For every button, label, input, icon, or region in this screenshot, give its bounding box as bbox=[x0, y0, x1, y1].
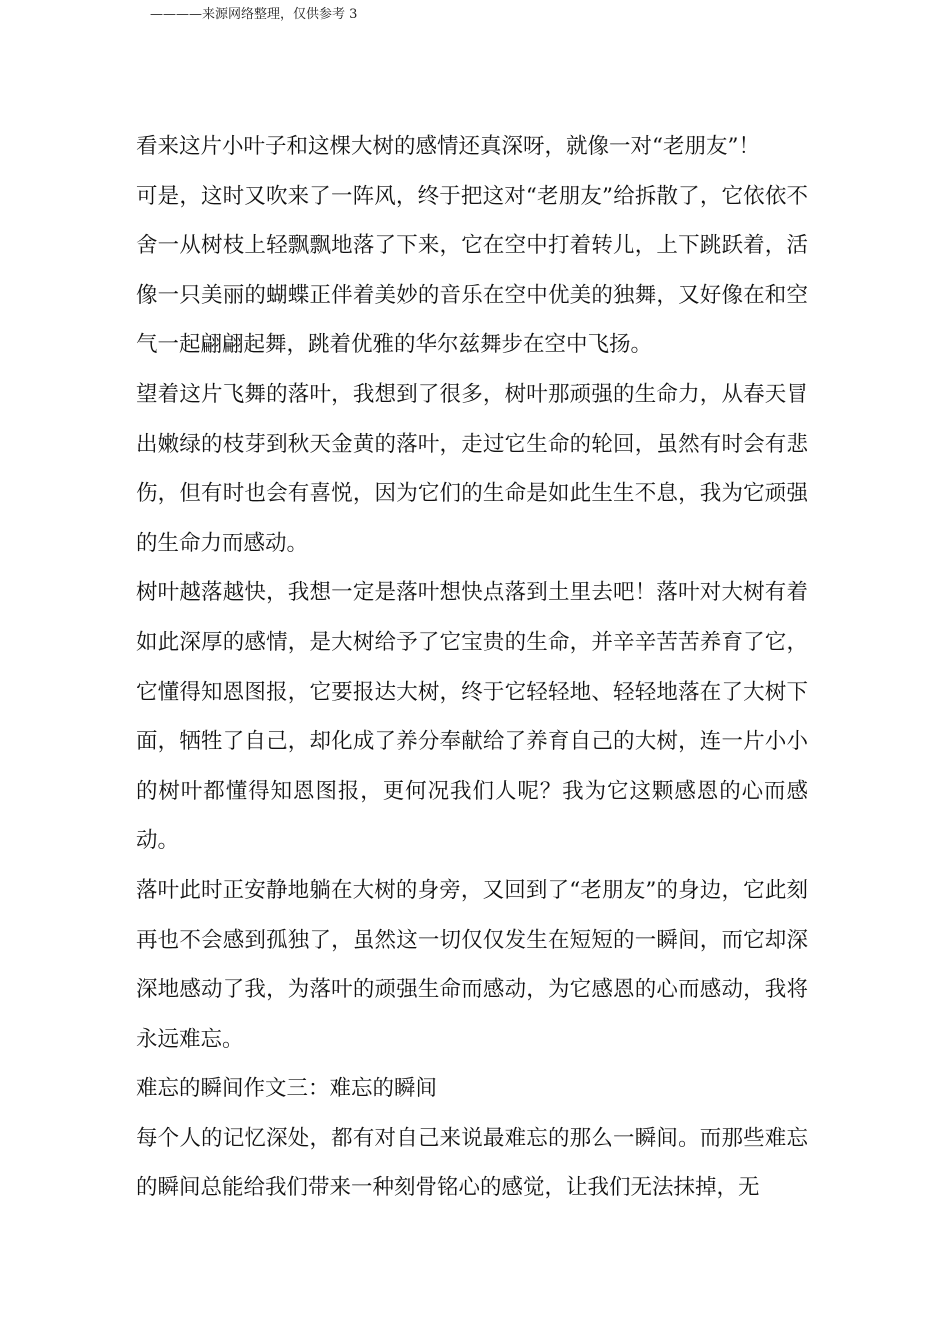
section-heading: 难忘的瞬间作文三：难忘的瞬间 bbox=[136, 1076, 438, 1102]
paragraph-1: 看来这片小叶子和这棵大树的感情还真深呀，就像一对“老朋友”！ bbox=[136, 134, 760, 159]
paragraph-6: 每个人的记忆深处，都有对自己来说最难忘的那么一瞬间。而那些难忘的瞬间总能给我们带来一种刻骨铭心的感觉，让我们无法抹掉，无 bbox=[136, 1125, 808, 1201]
paragraph-5: 落叶此时正安静地躺在大树的身旁，又回到了“老朋友”的身边，它此刻再也不会感到孤独了，虽然这一切仅仅发生在短短的一瞬间，而它却深深地感动了我，为落叶的顽强生命而感动，为它感恩的心而感动，我将永远难忘。 bbox=[136, 877, 808, 1052]
paragraph-4: 树叶越落越快，我想一定是落叶想快点落到土里去吧！落叶对大树有着如此深厚的感情，是大树给予了它宝贵的生命，并辛辛苦苦养育了它，它懂得知恩图报，它要报达大树，终于它轻轻地、轻轻地落在了大树下面，牺牲了自己，却化成了养分奉献给了养育自己的大树，连一片小小的树叶都懂得知恩图报，更何况我们人呢？我为它这颗感恩的心而感动。 bbox=[136, 580, 808, 854]
paragraph-3: 望着这片飞舞的落叶，我想到了很多，树叶那顽强的生命力，从春天冒出嫩绿的枝芽到秋天金黄的落叶，走过它生命的轮回，虽然有时会有悲伤，但有时也会有喜悦，因为它们的生命是如此生生不息，我为它顽强的生命力而感动。 bbox=[136, 381, 808, 556]
page-header-note: ————来源网络整理，仅供参考 3 bbox=[150, 7, 358, 22]
document-body bbox=[136, 122, 808, 1213]
paragraph-2: 可是，这时又吹来了一阵风，终于把这对“老朋友”给拆散了，它依依不舍一从树枝上轻飘飘地落了下来，它在空中打着转儿，上下跳跃着，活像一只美丽的蝴蝶正伴着美妙的音乐在空中优美的独舞，又好像在和空气一起翩翩起舞，跳着优雅的华尔兹舞步在空中飞扬。 bbox=[136, 183, 808, 358]
